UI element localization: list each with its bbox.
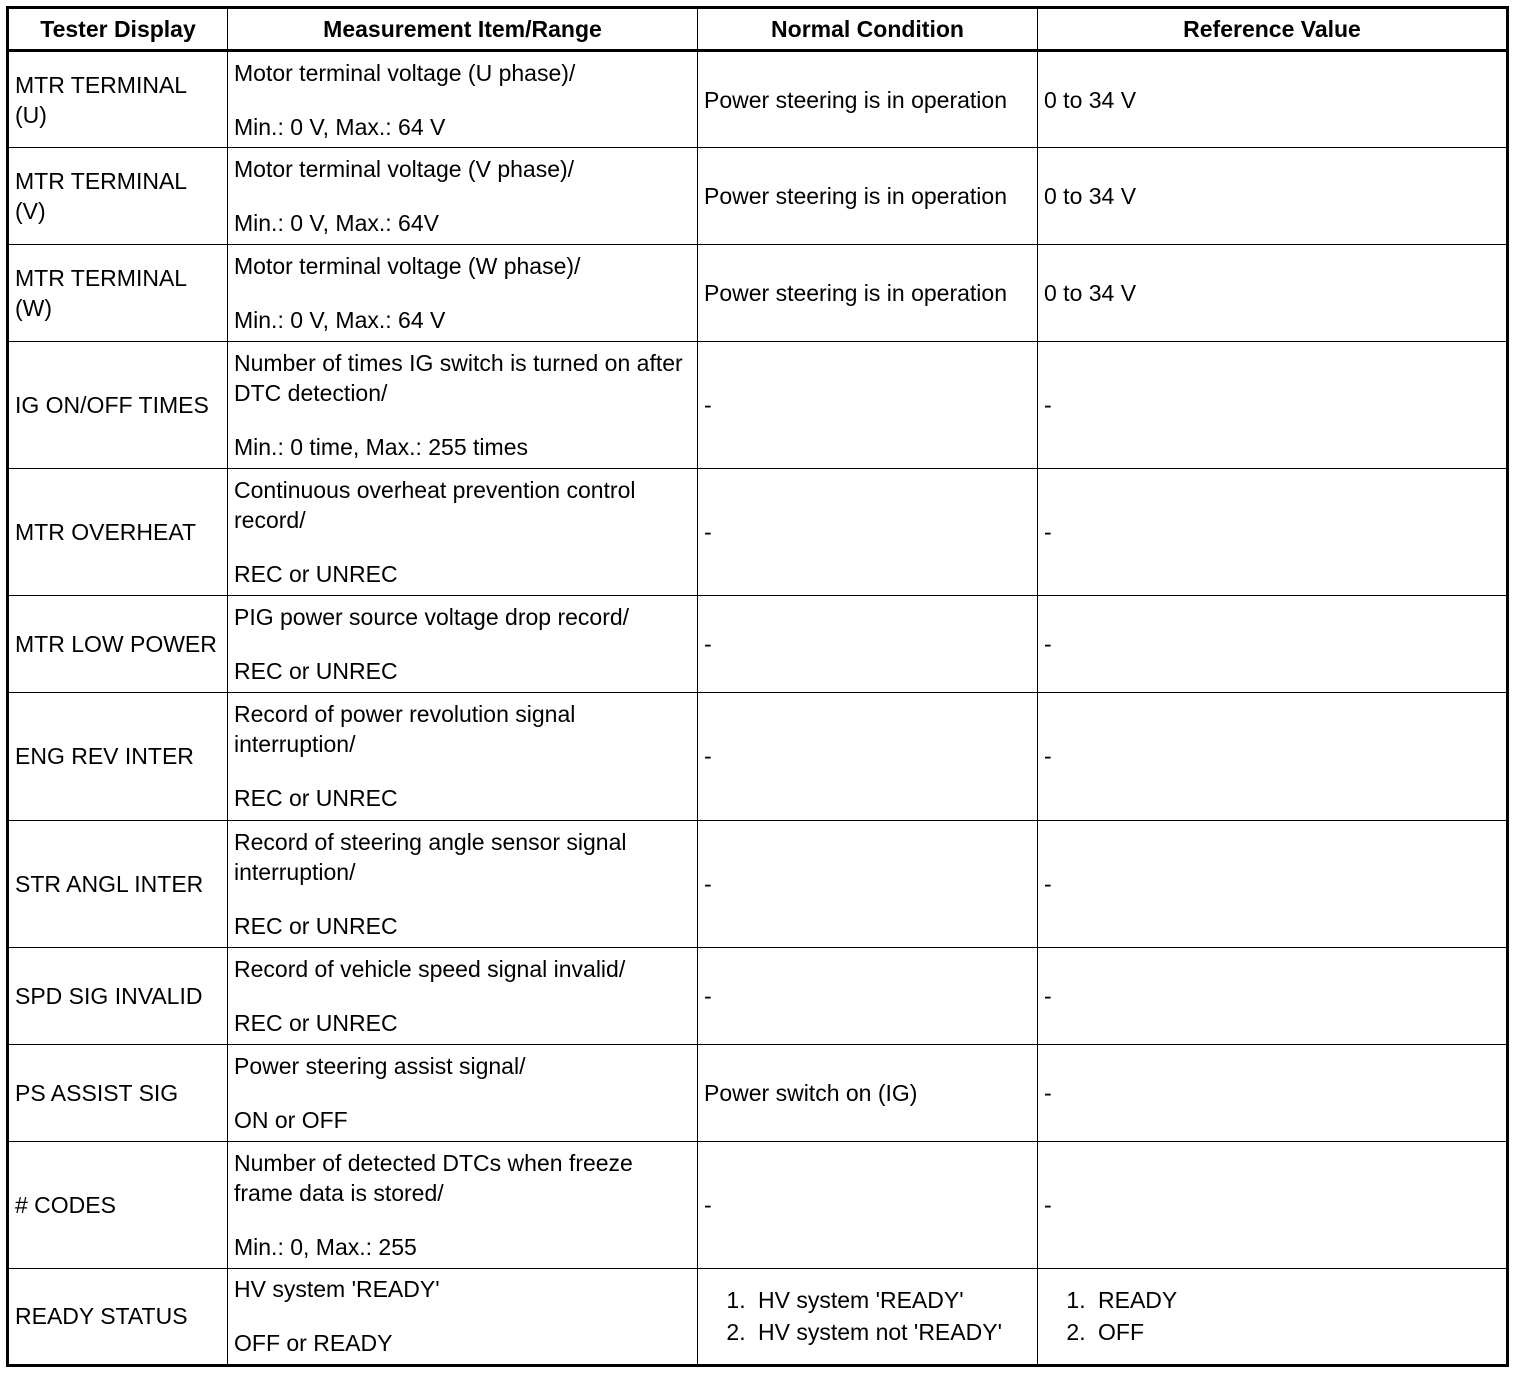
- reference-value-list: [1044, 1284, 1500, 1348]
- table-row: [8, 342, 1508, 469]
- normal-condition-cell: -: [698, 596, 1038, 693]
- tester-display-cell: MTR LOW POWER: [8, 596, 228, 693]
- measurement-item: Number of detected DTCs when freeze frame data is stored/: [234, 1149, 633, 1206]
- measurement-item: Continuous overheat prevention control record/: [234, 477, 636, 534]
- reference-value-cell: 0 to 34 V: [1038, 245, 1508, 342]
- measurement-range: OFF or READY: [234, 1330, 393, 1357]
- reference-value-cell: -: [1038, 342, 1508, 469]
- table-row: [8, 1268, 1508, 1365]
- normal-condition-list: [704, 1284, 1031, 1348]
- measurement-cell: [228, 245, 698, 342]
- measurement-cell: [228, 596, 698, 693]
- measurement-range: REC or UNREC: [234, 912, 398, 939]
- reference-value-cell: -: [1038, 947, 1508, 1044]
- tester-display-cell: # CODES: [8, 1141, 228, 1268]
- measurement-range: Min.: 0 V, Max.: 64 V: [234, 307, 446, 334]
- table-row: [8, 469, 1508, 596]
- normal-condition-cell: Power steering is in operation: [698, 245, 1038, 342]
- normal-condition-cell: -: [698, 820, 1038, 947]
- reference-value-cell: -: [1038, 693, 1508, 820]
- tester-display-cell: MTR TERMINAL (U): [8, 51, 228, 148]
- table-row: [8, 820, 1508, 947]
- normal-condition-cell: -: [698, 693, 1038, 820]
- reference-value-cell: 0 to 34 V: [1038, 148, 1508, 245]
- tester-display-cell: SPD SIG INVALID: [8, 947, 228, 1044]
- normal-condition-cell: Power steering is in operation: [698, 51, 1038, 148]
- measurement-item: Record of power revolution signal interruption/: [234, 701, 576, 758]
- tester-display-cell: ENG REV INTER: [8, 693, 228, 820]
- measurement-item: Motor terminal voltage (W phase)/: [234, 253, 581, 280]
- normal-condition-cell: -: [698, 947, 1038, 1044]
- measurement-cell: [228, 820, 698, 947]
- list-item: 1. HV system 'READY': [752, 1284, 1031, 1316]
- tester-display-cell: STR ANGL INTER: [8, 820, 228, 947]
- table-row: [8, 148, 1508, 245]
- data-list-table: [6, 6, 1509, 1367]
- measurement-range: REC or UNREC: [234, 561, 398, 588]
- tester-display-cell: READY STATUS: [8, 1268, 228, 1365]
- reference-value-cell: -: [1038, 1141, 1508, 1268]
- reference-value-cell: -: [1038, 596, 1508, 693]
- normal-condition-cell: -: [698, 469, 1038, 596]
- measurement-item: Power steering assist signal/: [234, 1052, 526, 1079]
- normal-condition-cell: -: [698, 342, 1038, 469]
- measurement-item: HV system 'READY': [234, 1276, 440, 1303]
- measurement-range: Min.: 0, Max.: 255: [234, 1233, 417, 1260]
- header-reference-value: Reference Value: [1038, 8, 1508, 51]
- measurement-cell: [228, 51, 698, 148]
- table-row: [8, 51, 1508, 148]
- measurement-item: Record of vehicle speed signal invalid/: [234, 955, 626, 982]
- table-row: [8, 245, 1508, 342]
- measurement-range: REC or UNREC: [234, 785, 398, 812]
- measurement-cell: [228, 148, 698, 245]
- header-row: [8, 8, 1508, 51]
- measurement-item: Number of times IG switch is turned on after DTC detection/: [234, 350, 683, 407]
- tester-display-cell: MTR TERMINAL (V): [8, 148, 228, 245]
- table-row: [8, 1044, 1508, 1141]
- tester-display-cell: PS ASSIST SIG: [8, 1044, 228, 1141]
- tester-display-cell: MTR TERMINAL (W): [8, 245, 228, 342]
- header-measurement: Measurement Item/Range: [228, 8, 698, 51]
- measurement-item: Motor terminal voltage (U phase)/: [234, 59, 576, 86]
- normal-condition-cell: Power switch on (IG): [698, 1044, 1038, 1141]
- measurement-cell: [228, 1268, 698, 1365]
- measurement-range: Min.: 0 V, Max.: 64 V: [234, 113, 446, 140]
- list-item: 2. OFF: [1092, 1316, 1500, 1348]
- normal-condition-cell: Power steering is in operation: [698, 148, 1038, 245]
- measurement-cell: [228, 947, 698, 1044]
- measurement-cell: [228, 1044, 698, 1141]
- table-row: [8, 693, 1508, 820]
- reference-value-cell: -: [1038, 469, 1508, 596]
- list-item: 2. HV system not 'READY': [752, 1316, 1031, 1348]
- tester-display-cell: IG ON/OFF TIMES: [8, 342, 228, 469]
- header-tester-display: Tester Display: [8, 8, 228, 51]
- tester-display-cell: MTR OVERHEAT: [8, 469, 228, 596]
- list-item: 1. READY: [1092, 1284, 1500, 1316]
- measurement-item: Record of steering angle sensor signal interruption/: [234, 828, 627, 885]
- table-row: [8, 1141, 1508, 1268]
- reference-value-cell: -: [1038, 1044, 1508, 1141]
- measurement-range: ON or OFF: [234, 1106, 348, 1133]
- measurement-cell: [228, 693, 698, 820]
- table-row: [8, 947, 1508, 1044]
- measurement-item: Motor terminal voltage (V phase)/: [234, 156, 575, 183]
- reference-value-cell: -: [1038, 820, 1508, 947]
- reference-value-cell: [1038, 1268, 1508, 1365]
- measurement-item: PIG power source voltage drop record/: [234, 604, 630, 631]
- table-row: [8, 596, 1508, 693]
- normal-condition-cell: -: [698, 1141, 1038, 1268]
- measurement-range: REC or UNREC: [234, 1009, 398, 1036]
- measurement-cell: [228, 1141, 698, 1268]
- measurement-cell: [228, 342, 698, 469]
- measurement-range: Min.: 0 V, Max.: 64V: [234, 210, 439, 237]
- measurement-range: REC or UNREC: [234, 658, 398, 685]
- reference-value-cell: 0 to 34 V: [1038, 51, 1508, 148]
- measurement-cell: [228, 469, 698, 596]
- measurement-range: Min.: 0 time, Max.: 255 times: [234, 434, 528, 461]
- normal-condition-cell: [698, 1268, 1038, 1365]
- header-normal-condition: Normal Condition: [698, 8, 1038, 51]
